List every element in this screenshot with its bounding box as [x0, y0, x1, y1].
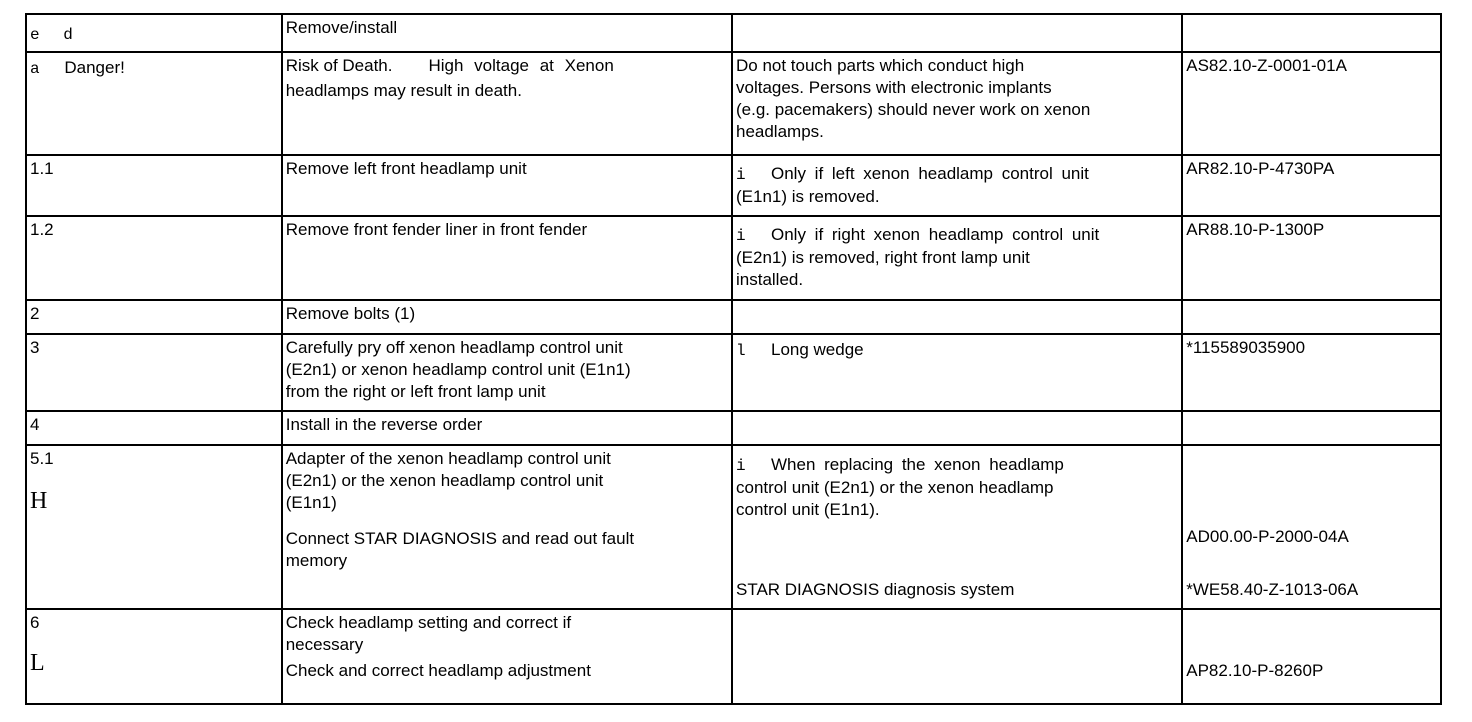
step-note: Long wedge [770, 340, 864, 359]
step-number: 1.2 [30, 220, 54, 239]
danger-ref: AS82.10-Z-0001-01A [1186, 56, 1347, 75]
step-action: Remove bolts (1) [285, 304, 416, 323]
diagnosis-symbol: H [30, 488, 48, 514]
danger-note-l4: headlamps. [735, 122, 824, 141]
step-action: Remove front fender liner in front fender [285, 220, 588, 239]
step-number: 4 [30, 415, 40, 434]
sub-action-l2: memory [285, 551, 348, 570]
step-number: 5.1 [30, 449, 54, 468]
danger-label: Danger! [64, 58, 125, 77]
step-action-l2: (E2n1) or xenon headlamp control unit (E1n1) [285, 360, 631, 379]
step-action-l3: (E1n1) [285, 493, 337, 512]
danger-row [26, 52, 1441, 155]
step-note-l3: control unit (E1n1). [735, 500, 880, 519]
risk-text-2: headlamps may result in death. [285, 81, 522, 100]
tool-ref: *WE58.40-Z-1013-06A [1186, 580, 1359, 599]
tool-note: STAR DIAGNOSIS diagnosis system [735, 580, 1015, 599]
sub-action-l1: Connect STAR DIAGNOSIS and read out fault [285, 529, 635, 548]
step-ref: AR82.10-P-4730PA [1186, 159, 1335, 178]
danger-note-l1: Do not touch parts which conduct high [735, 56, 1025, 75]
header-title: Remove/install [285, 18, 398, 37]
step-action-l2: necessary [285, 635, 364, 654]
procedure-table [25, 13, 1442, 705]
header-symbols: e d [30, 26, 73, 44]
step-action: Install in the reverse order [285, 415, 483, 434]
danger-symbol: a [30, 60, 40, 78]
step-note-l3: installed. [735, 270, 804, 289]
step-row [26, 300, 1441, 334]
sub-action: Check and correct headlamp adjustment [285, 661, 591, 680]
info-icon: i [735, 166, 746, 184]
tool-icon: l [735, 342, 746, 360]
step-ref: *115589035900 [1186, 338, 1306, 357]
info-icon: i [735, 457, 746, 475]
step-row [26, 155, 1441, 216]
sub-ref: AP82.10-P-8260P [1186, 661, 1324, 680]
step-row [26, 609, 1441, 704]
danger-note-l2: voltages. Persons with electronic implants [735, 78, 1052, 97]
step-number: 6 [30, 613, 40, 632]
step-action-l1: Carefully pry off xenon headlamp control unit [285, 338, 623, 357]
step-note-l2: control unit (E2n1) or the xenon headlamp [735, 478, 1054, 497]
step-row [26, 411, 1441, 445]
step-row [26, 334, 1441, 411]
danger-note-l3: (e.g. pacemakers) should never work on xenon [735, 100, 1091, 119]
step-note-l1: When replacing the xenon headlamp [770, 455, 1064, 474]
step-action-l3: from the right or left front lamp unit [285, 382, 546, 401]
step-action-l2: (E2n1) or the xenon headlamp control unit [285, 471, 604, 490]
step-note-l2: (E1n1) is removed. [735, 187, 880, 206]
step-note-l1: Only if right xenon headlamp control unit [770, 225, 1100, 244]
step-note-l2: (E2n1) is removed, right front lamp unit [735, 248, 1030, 267]
risk-text-1: High voltage at Xenon [428, 56, 614, 75]
step-number: 2 [30, 304, 40, 323]
step-note-l1: Only if left xenon headlamp control unit [770, 164, 1089, 183]
step-number: 3 [30, 338, 40, 357]
step-action-l1: Adapter of the xenon headlamp control unit [285, 449, 611, 468]
info-icon: i [735, 227, 746, 245]
risk-title: Risk of Death. [285, 56, 393, 75]
header-row [26, 14, 1441, 52]
step-number: 1.1 [30, 159, 54, 178]
step-action: Remove left front headlamp unit [285, 159, 527, 178]
step-action-l1: Check headlamp setting and correct if [285, 613, 572, 632]
step-row [26, 216, 1441, 300]
sub-ref: AD00.00-P-2000-04A [1186, 527, 1349, 546]
step-ref: AR88.10-P-1300P [1186, 220, 1325, 239]
step-row [26, 445, 1441, 609]
adjust-symbol: L [30, 650, 45, 676]
